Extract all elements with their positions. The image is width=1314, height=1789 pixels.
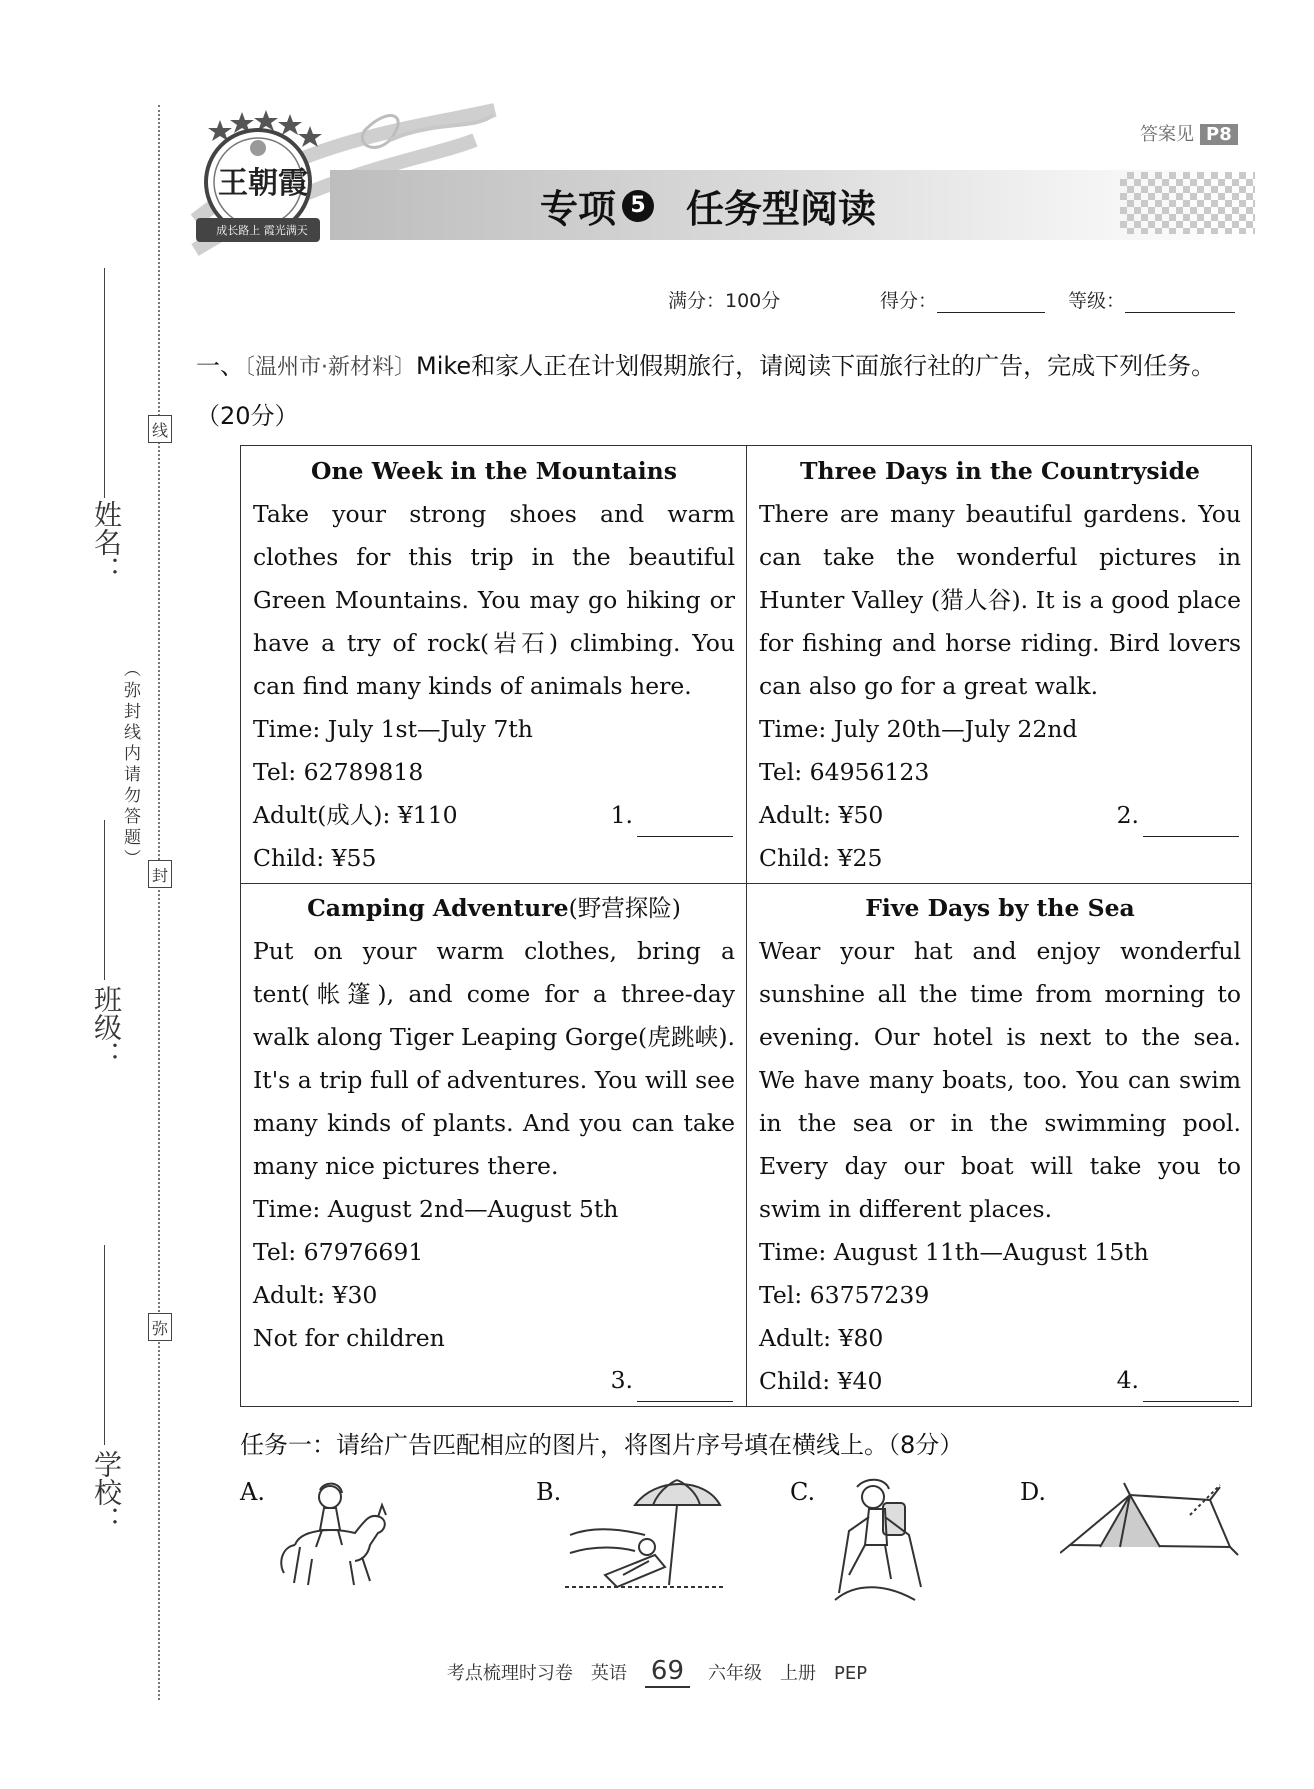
blank-line[interactable] xyxy=(637,810,733,837)
ad-tel: Tel: 67976691 xyxy=(253,1238,424,1266)
got-score xyxy=(880,286,1045,313)
ad-adult-price: Adult: ¥30 xyxy=(253,1281,378,1309)
answer-blank-4[interactable] xyxy=(1117,1359,1239,1402)
ad-child-price: Child: ¥55 xyxy=(253,844,377,872)
question-text: Mike和家人正在计划假期旅行，请阅读下面旅行社的广告，完成下列任务。（20分） xyxy=(196,352,1216,430)
ad-time: Time: August 2nd—August 5th xyxy=(253,1195,619,1223)
school-line xyxy=(104,1245,105,1445)
blank-line[interactable] xyxy=(637,1375,733,1402)
answer-reference xyxy=(1140,120,1238,146)
title-number-badge: 5 xyxy=(622,190,654,222)
ad-title: Three Days in the Countryside xyxy=(800,457,1200,485)
answer-ref-text: 答案见 xyxy=(1140,124,1194,145)
name-line xyxy=(104,268,105,498)
ad-body: Put on your warm clothes, bring a tent(帐篷), and come for a three-day walk along Tiger Leaping Gorge(虎跳峡). It's a trip full of adventures. You will see many kinds of plants. And you can take many nice pictures there. xyxy=(253,937,735,1180)
ad-time: Time: July 20th—July 22nd xyxy=(759,715,1078,743)
seal-box-xian: 线 xyxy=(148,415,172,443)
binding-dotted-line xyxy=(158,105,160,1700)
ad-adult-price: Adult: ¥50 xyxy=(759,801,884,829)
ad-title xyxy=(253,887,735,930)
seal-box-mi: 弥 xyxy=(148,1313,172,1341)
ad-table xyxy=(240,445,1252,1407)
ad-tel: Tel: 64956123 xyxy=(759,758,930,786)
ad-title-cn: (野营探险) xyxy=(568,894,681,922)
option-d-label: D. xyxy=(1020,1478,1047,1506)
got-score-blank[interactable] xyxy=(937,288,1045,313)
title-main: 任务型阅读 xyxy=(686,187,877,231)
ad-title: One Week in the Mountains xyxy=(311,457,677,485)
title-prefix: 专项 xyxy=(540,187,617,231)
ad-cell-2 xyxy=(759,450,1241,880)
full-score: 满分：100分 xyxy=(668,290,781,312)
seal-box-feng: 封 xyxy=(148,860,172,888)
ad-time: Time: August 11th—August 15th xyxy=(759,1238,1149,1266)
blank-number: 4. xyxy=(1116,1366,1139,1394)
logo-text: 王朝霞 xyxy=(218,166,308,201)
checker-pattern xyxy=(1120,172,1255,234)
class-label: 班级： xyxy=(90,985,123,1069)
page-number: 69 xyxy=(645,1656,690,1688)
class-line xyxy=(104,820,105,980)
ad-cell-4 xyxy=(759,887,1241,1402)
horse-riding-picture xyxy=(270,1475,400,1595)
footer-right: 六年级 上册 PEP xyxy=(708,1663,868,1684)
table-horizontal-divider xyxy=(241,883,1251,884)
beach-umbrella-picture xyxy=(565,1475,725,1595)
tent-picture xyxy=(1060,1475,1240,1575)
question-source: 〔温州市·新材料〕 xyxy=(244,355,416,380)
ad-cell-3 xyxy=(253,887,735,1402)
ad-child-price: Child: ¥40 xyxy=(759,1367,883,1395)
grade xyxy=(1068,286,1235,313)
blank-number: 2. xyxy=(1116,801,1139,829)
blank-number: 3. xyxy=(610,1366,633,1394)
ad-body: Wear your hat and enjoy wonderful sunshine all the time from morning to evening. Our hotel is next to the sea. We have many boats, too. You can swim in the sea or in the swimming pool. Every day our boat will take you to swim in different places. xyxy=(759,937,1241,1223)
ad-child-price: Child: ¥25 xyxy=(759,844,883,872)
ad-title-en: Camping Adventure xyxy=(307,894,569,922)
option-c-label: C. xyxy=(790,1478,816,1506)
answer-blank-2[interactable] xyxy=(1117,794,1239,837)
footer-left: 考点梳理时习卷 英语 xyxy=(446,1663,627,1684)
ad-child-price: Not for children xyxy=(253,1324,445,1352)
blank-line[interactable] xyxy=(1143,810,1239,837)
option-b-label: B. xyxy=(536,1478,562,1506)
page-footer xyxy=(0,1656,1314,1686)
ad-adult-price: Adult(成人): ¥110 xyxy=(253,801,458,829)
page-title xyxy=(540,178,876,233)
grade-label: 等级： xyxy=(1068,290,1126,312)
grade-blank[interactable] xyxy=(1125,288,1235,313)
task-one-instruction: 任务一：请给广告匹配相应的图片，将图片序号填在横线上。（8分） xyxy=(240,1431,964,1459)
school-label: 学校： xyxy=(90,1450,123,1534)
blank-line[interactable] xyxy=(1143,1375,1239,1402)
ad-cell-1 xyxy=(253,450,735,880)
question-heading xyxy=(196,342,1256,440)
answer-page-tag: P8 xyxy=(1200,124,1238,145)
seal-note: （弥封线内请勿答题） xyxy=(120,660,140,870)
ad-tel: Tel: 62789818 xyxy=(253,758,424,786)
ad-title: Five Days by the Sea xyxy=(865,894,1135,922)
logo-tagline: 成长路上 霞光满天 xyxy=(216,224,308,237)
ad-time: Time: July 1st—July 7th xyxy=(253,715,533,743)
ad-body: There are many beautiful gardens. You can take the wonderful pictures in Hunter Valley (猎人谷). It is a good place for fishing and horse riding. Bird lovers can also go for a great walk. xyxy=(759,500,1241,700)
ad-adult-price: Adult: ¥80 xyxy=(759,1324,884,1352)
hiking-picture xyxy=(825,1475,935,1605)
blank-number: 1. xyxy=(610,801,633,829)
table-vertical-divider xyxy=(746,446,747,1406)
ad-body: Take your strong shoes and warm clothes for this trip in the beautiful Green Mountains. You may go hiking or have a try of rock(岩石) climbing. You can find many kinds of animals here. xyxy=(253,500,735,700)
answer-blank-3[interactable] xyxy=(611,1359,733,1402)
got-score-label: 得分： xyxy=(880,290,938,312)
answer-blank-1[interactable] xyxy=(611,794,733,837)
name-label: 姓名： xyxy=(90,500,123,584)
question-number: 一、 xyxy=(196,352,244,380)
option-a-label: A. xyxy=(240,1478,265,1506)
ad-tel: Tel: 63757239 xyxy=(759,1281,930,1309)
